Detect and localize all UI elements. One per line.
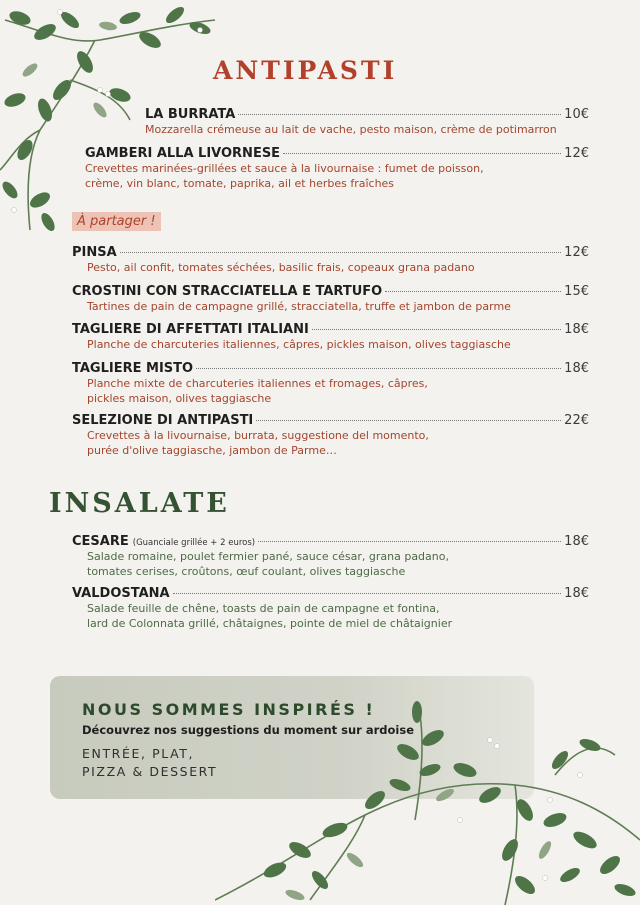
item-name: SELEZIONE DI ANTIPASTI — [72, 413, 254, 428]
menu-item — [72, 322, 589, 353]
suggestions-line-1: ENTRÉE, PLAT, — [82, 746, 195, 761]
item-description: Planche de charcuteries italiennes, câpres, pickles maison, olives taggiasche — [87, 338, 511, 351]
dot-leader — [238, 114, 561, 115]
dot-leader — [258, 541, 561, 542]
item-description: Crevettes marinées-grillées et sauce à la livournaise : fumet de poisson, crème, vin blanc, tomate, paprika, ail et herbes fraîches — [85, 162, 484, 190]
item-price: 15€ — [564, 284, 589, 299]
item-price: 18€ — [564, 361, 589, 376]
share-label: À partager ! — [72, 212, 161, 231]
dot-leader — [196, 368, 561, 369]
item-price: 12€ — [564, 146, 589, 161]
menu-item — [72, 586, 589, 631]
item-name: TAGLIERE DI AFFETTATI ITALIANI — [72, 322, 309, 337]
menu-item — [72, 361, 589, 406]
dot-leader — [173, 593, 562, 594]
menu-item — [72, 413, 589, 458]
item-name: CROSTINI CON STRACCIATELLA E TARTUFO — [72, 284, 383, 299]
antipasti-title: ANTIPASTI — [213, 56, 398, 85]
item-price: 10€ — [564, 107, 589, 122]
item-price: 18€ — [564, 322, 589, 337]
item-price: 18€ — [564, 534, 589, 549]
menu-item — [72, 245, 589, 276]
item-description: Pesto, ail confit, tomates séchées, basilic frais, copeaux grana padano — [87, 261, 475, 274]
suggestions-box — [50, 676, 534, 799]
suggestions-title: NOUS SOMMES INSPIRÉS ! — [82, 700, 376, 719]
item-description: Mozzarella crémeuse au lait de vache, pesto maison, crème de potimarron — [145, 123, 557, 136]
dot-leader — [120, 252, 562, 253]
dot-leader — [283, 153, 561, 154]
item-name: GAMBERI ALLA LIVORNESE — [85, 146, 281, 161]
item-price: 18€ — [564, 586, 589, 601]
item-price: 22€ — [564, 413, 589, 428]
item-description: Crevettes à la livournaise, burrata, suggestione del momento, purée d'olive taggiasche, jambon de Parme… — [87, 429, 429, 457]
dot-leader — [385, 291, 561, 292]
item-name: CESARE — [72, 534, 129, 549]
item-name: LA BURRATA — [145, 107, 236, 122]
menu-item — [145, 107, 589, 138]
item-description: Salade romaine, poulet fermier pané, sauce césar, grana padano, tomates cerises, croûtons, œuf coulant, olives taggiasche — [87, 550, 449, 578]
menu-item — [72, 534, 589, 579]
suggestions-line-2: PIZZA & DESSERT — [82, 764, 218, 779]
suggestions-subtitle: Découvrez nos suggestions du moment sur ardoise — [82, 723, 415, 737]
insalate-title: INSALATE — [49, 488, 230, 519]
item-note: (Guanciale grillée + 2 euros) — [132, 538, 256, 548]
item-name: TAGLIERE MISTO — [72, 361, 194, 376]
item-price: 12€ — [564, 245, 589, 260]
dot-leader — [312, 329, 561, 330]
item-name: VALDOSTANA — [72, 586, 170, 601]
item-description: Planche mixte de charcuteries italiennes et fromages, câpres, pickles maison, olives taggiasche — [87, 377, 428, 405]
item-name: PINSA — [72, 245, 117, 260]
menu-item — [72, 284, 589, 315]
dot-leader — [256, 420, 561, 421]
item-description: Tartines de pain de campagne grillé, stracciatella, truffe et jambon de parme — [87, 300, 511, 313]
item-description: Salade feuille de chêne, toasts de pain de campagne et fontina, lard de Colonnata grillé, châtaignes, pointe de miel de châtaignier — [87, 602, 453, 630]
menu-item — [85, 146, 589, 191]
